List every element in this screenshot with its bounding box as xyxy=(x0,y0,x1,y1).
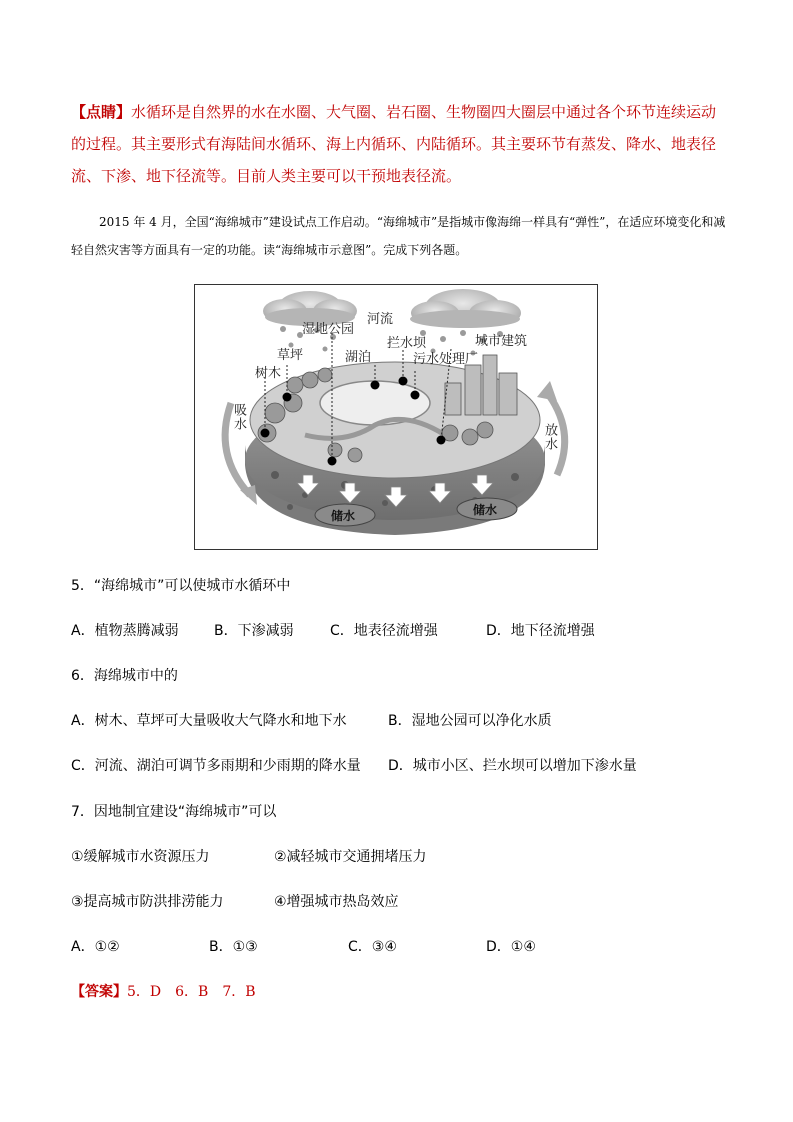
label-sewage-plant: 污水处理厂 xyxy=(413,352,479,367)
q7-option-b: B．①③ xyxy=(209,939,258,955)
question-5-stem: 5．“海绵城市”可以使城市水循环中 xyxy=(71,578,291,594)
q6-option-c: C．河流、湖泊可调节多雨期和少雨期的降水量 xyxy=(71,758,361,774)
answer-text: 5．D 6．B 7．B xyxy=(127,984,256,1000)
question-7-stem: 7．因地制宜建设“海绵城市”可以 xyxy=(71,804,277,820)
sponge-city-diagram xyxy=(194,284,598,550)
cloud-left xyxy=(263,291,357,326)
intro-paragraph: 2015 年 4 月，全国“海绵城市”建设试点工作启动。“海绵城市”是指城市像海绵一样具有“弹性”，在适应环境变化和减轻自然灾害等方面具有一定的功能。读“海绵城市示意图”。完成下列各题。 xyxy=(71,215,726,257)
q5-option-c: C．地表径流增强 xyxy=(330,623,438,639)
tip-text: 水循环是自然界的水在水圈、大气圈、岩石圈、生物圈四大圈层中通过各个环节连续运动的过程。其主要形式有海陆间水循环、海上内循环、内陆循环。其主要环节有蒸发、降水、地表径流、下渗、地下径流等。目前人类主要可以干预地表径流。 xyxy=(71,103,717,185)
q7-statement-4: ④增强城市热岛效应 xyxy=(274,894,399,910)
q5-option-d: D．地下径流增强 xyxy=(486,623,595,639)
label-absorb: 吸水 xyxy=(231,403,246,431)
label-river: 河流 xyxy=(367,312,394,327)
q5-option-a: A．植物蒸腾减弱 xyxy=(71,623,179,639)
q6-option-a: A．树木、草坪可大量吸收大气降水和地下水 xyxy=(71,713,347,729)
q6-option-b: B．湿地公园可以净化水质 xyxy=(388,713,552,729)
label-urban-buildings: 城市建筑 xyxy=(475,334,528,349)
label-storage-right: 储水 xyxy=(473,503,498,517)
q7-statement-1: ①缓解城市水资源压力 xyxy=(71,849,210,865)
q6-option-d: D．城市小区、拦水坝可以增加下渗水量 xyxy=(388,758,637,774)
q7-statement-2: ②减轻城市交通拥堵压力 xyxy=(274,849,427,865)
label-lake: 湖泊 xyxy=(345,350,372,365)
q7-option-d: D．①④ xyxy=(486,939,536,955)
label-wetland-park: 湿地公园 xyxy=(302,322,355,337)
question-6-stem: 6．海绵城市中的 xyxy=(71,668,178,684)
q7-statement-3: ③提高城市防洪排涝能力 xyxy=(71,894,224,910)
tip-tag: 【点睛】 xyxy=(71,103,132,121)
q7-option-c: C．③④ xyxy=(348,939,397,955)
q5-option-b: B．下渗减弱 xyxy=(214,623,294,639)
label-lawn: 草坪 xyxy=(277,348,304,363)
label-storage-left: 储水 xyxy=(331,509,356,523)
tip-paragraph xyxy=(71,96,731,192)
sponge-city-illustration xyxy=(195,285,597,549)
label-dam: 拦水坝 xyxy=(387,336,427,351)
label-trees: 树木 xyxy=(255,366,282,381)
cloud-right xyxy=(410,289,521,328)
answer-line xyxy=(71,982,256,1002)
q7-option-a: A．①② xyxy=(71,939,120,955)
label-release: 放水 xyxy=(542,423,557,451)
answer-tag: 【答案】 xyxy=(71,984,127,1000)
